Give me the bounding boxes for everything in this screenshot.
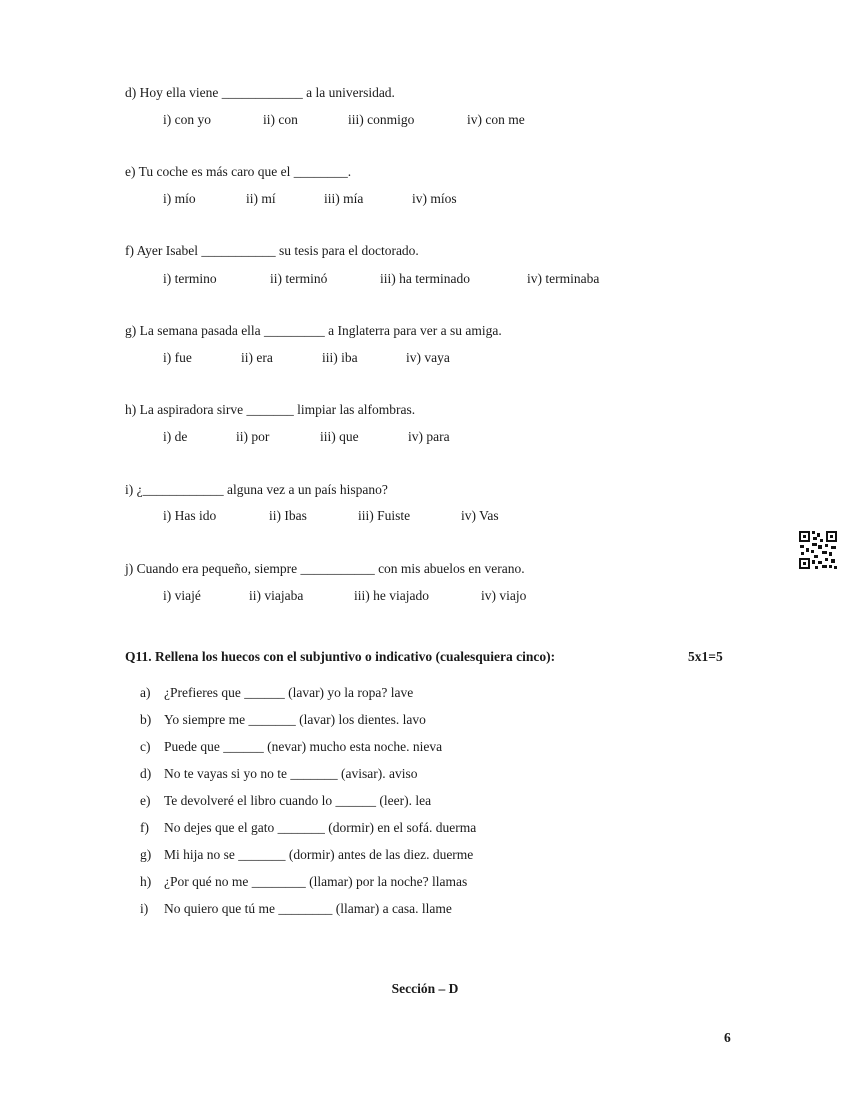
item-text: Te devolveré el libro cuando lo ______ (leer). lea — [164, 793, 432, 808]
item-text: No te vayas si yo no te _______ (avisar). aviso — [164, 766, 418, 781]
page-number: 6 — [724, 1030, 731, 1045]
question-i: i) ¿____________ alguna vez a un país hispano? — [125, 482, 388, 497]
option: iv) terminaba — [527, 271, 600, 286]
option: ii) viajaba — [249, 588, 304, 603]
item-text: Yo siempre me _______ (lavar) los dientes. lavo — [164, 712, 426, 727]
item-text: No quiero que tú me ________ (llamar) a casa. llame — [164, 901, 452, 916]
option: iii) iba — [322, 350, 358, 365]
option: i) Has ido — [163, 508, 217, 523]
item-letter: h) — [140, 874, 152, 889]
option: ii) era — [241, 350, 273, 365]
item-text: Puede que ______ (nevar) mucho esta noche. nieva — [164, 739, 443, 754]
question-g: g) La semana pasada ella _________ a Inglaterra para ver a su amiga. — [125, 323, 502, 338]
option: i) con yo — [163, 112, 211, 127]
item-letter: f) — [140, 820, 149, 835]
option: i) de — [163, 429, 188, 444]
question-f: f) Ayer Isabel ___________ su tesis para el doctorado. — [125, 243, 419, 258]
options-g — [163, 350, 763, 368]
item-text: No dejes que el gato _______ (dormir) en el sofá. duerma — [164, 820, 477, 835]
option: iv) míos — [412, 191, 457, 206]
item-letter: d) — [140, 766, 152, 781]
item-letter: b) — [140, 712, 152, 727]
item-letter: g) — [140, 847, 152, 862]
item-text: ¿Por qué no me ________ (llamar) por la noche? llamas — [164, 874, 468, 889]
question-e: e) Tu coche es más caro que el ________. — [125, 164, 352, 179]
qr-code-icon — [798, 530, 838, 570]
list-item — [140, 766, 700, 784]
option: ii) por — [236, 429, 270, 444]
list-item — [140, 874, 700, 892]
list-item — [140, 712, 700, 730]
list-item — [140, 739, 700, 757]
option: ii) mí — [246, 191, 276, 206]
option: iii) ha terminado — [380, 271, 470, 286]
list-item — [140, 847, 700, 865]
options-i — [163, 508, 763, 526]
option: iv) con me — [467, 112, 525, 127]
question-j: j) Cuando era pequeño, siempre ___________ con mis abuelos en verano. — [125, 561, 525, 576]
options-f — [163, 271, 763, 289]
option: iv) para — [408, 429, 450, 444]
options-e — [163, 191, 763, 209]
options-d — [163, 112, 763, 130]
option: ii) Ibas — [269, 508, 307, 523]
option: iii) que — [320, 429, 359, 444]
option: iv) Vas — [461, 508, 499, 523]
item-letter: a) — [140, 685, 151, 700]
option: iv) vaya — [406, 350, 450, 365]
item-letter: c) — [140, 739, 151, 754]
option: ii) terminó — [270, 271, 328, 286]
item-text: ¿Prefieres que ______ (lavar) yo la ropa? lave — [164, 685, 414, 700]
option: i) mío — [163, 191, 196, 206]
item-letter: i) — [140, 901, 149, 916]
list-item — [140, 901, 700, 919]
question-h: h) La aspiradora sirve _______ limpiar las alfombras. — [125, 402, 416, 417]
option: i) viajé — [163, 588, 201, 603]
list-item — [140, 685, 700, 703]
option: iii) conmigo — [348, 112, 415, 127]
question-d: d) Hoy ella viene ____________ a la universidad. — [125, 85, 395, 100]
q11-marks: 5x1=5 — [688, 649, 723, 664]
list-item — [140, 793, 700, 811]
section-heading: Sección – D — [391, 981, 459, 996]
item-letter: e) — [140, 793, 151, 808]
options-h — [163, 429, 763, 447]
list-item — [140, 820, 700, 838]
option: iii) mía — [324, 191, 364, 206]
option: i) termino — [163, 271, 217, 286]
item-text: Mi hija no se _______ (dormir) antes de las diez. duerme — [164, 847, 474, 862]
q11-title: Q11. Rellena los huecos con el subjuntivo o indicativo (cualesquiera cinco): — [125, 649, 556, 664]
option: ii) con — [263, 112, 298, 127]
option: i) fue — [163, 350, 192, 365]
option: iii) he viajado — [354, 588, 429, 603]
option: iv) viajo — [481, 588, 527, 603]
options-j — [163, 588, 763, 606]
option: iii) Fuiste — [358, 508, 411, 523]
